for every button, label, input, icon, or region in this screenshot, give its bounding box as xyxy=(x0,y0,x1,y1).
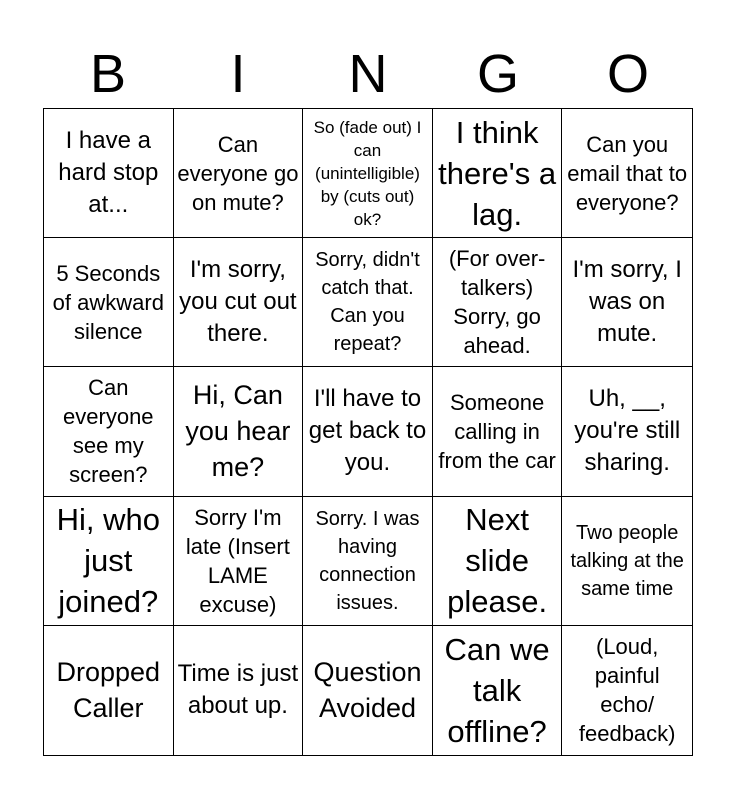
header-letter-n: N xyxy=(348,44,388,104)
cell-text: Sorry I'm late (Insert LAME excuse) xyxy=(185,504,290,617)
bingo-cell[interactable] xyxy=(44,497,174,626)
bingo-cell[interactable] xyxy=(433,109,563,238)
cell-text: Time is just about up. xyxy=(177,660,299,720)
bingo-cell[interactable] xyxy=(44,238,174,367)
bingo-header xyxy=(43,40,693,108)
bingo-cell[interactable] xyxy=(433,367,563,496)
cell-text: Sorry, didn't catch that. Can you repeat? xyxy=(315,249,420,356)
bingo-cell[interactable] xyxy=(562,497,692,626)
cell-text: (For over-talkers) Sorry, go ahead. xyxy=(448,246,546,359)
bingo-cell[interactable] xyxy=(303,367,433,496)
cell-text: Can everyone see my screen? xyxy=(63,375,154,488)
cell-text: Can everyone go on mute? xyxy=(177,131,299,215)
cell-text: Can you email that to everyone? xyxy=(567,131,688,215)
bingo-cell[interactable] xyxy=(303,497,433,626)
bingo-cell[interactable] xyxy=(174,109,304,238)
bingo-cell[interactable] xyxy=(44,367,174,496)
cell-text: Someone calling in from the car xyxy=(438,389,556,473)
bingo-cell[interactable] xyxy=(44,109,174,238)
bingo-cell[interactable] xyxy=(174,238,304,367)
cell-text: Hi, Can you hear me? xyxy=(185,380,291,483)
header-letter-b: B xyxy=(89,44,127,104)
bingo-cell[interactable] xyxy=(174,497,304,626)
bingo-cell[interactable] xyxy=(433,626,563,755)
cell-text: Uh, __, you're still sharing. xyxy=(574,385,681,477)
cell-text: So (fade out) I can (unintelligible) by (cuts out) ok? xyxy=(313,117,422,229)
cell-text: Can we talk offline? xyxy=(444,631,550,749)
header-letter-g: G xyxy=(476,44,519,104)
cell-text: I'll have to get back to you. xyxy=(308,385,427,477)
bingo-cell[interactable] xyxy=(562,626,692,755)
bingo-cell[interactable] xyxy=(562,109,692,238)
bingo-cell[interactable] xyxy=(174,626,304,755)
bingo-cell[interactable] xyxy=(562,238,692,367)
cell-text: Question Avoided xyxy=(313,657,422,724)
header-letter-i: I xyxy=(230,44,246,104)
header-letter-o: O xyxy=(606,44,649,104)
cell-text: I think there's a lag. xyxy=(438,114,557,232)
cell-text: 5 Seconds of awkward silence xyxy=(52,260,164,344)
cell-text: (Loud, painful echo/ feedback) xyxy=(578,634,676,747)
cell-text: Two people talking at the same time xyxy=(570,521,684,600)
cell-text: I'm sorry, I was on mute. xyxy=(572,256,682,348)
bingo-cell[interactable] xyxy=(303,109,433,238)
bingo-cell[interactable] xyxy=(174,367,304,496)
bingo-cell[interactable] xyxy=(433,497,563,626)
cell-text: Next slide please. xyxy=(447,502,548,620)
bingo-cell[interactable] xyxy=(303,238,433,367)
bingo-cell[interactable] xyxy=(44,626,174,755)
bingo-cell[interactable] xyxy=(303,626,433,755)
cell-text: Hi, who just joined? xyxy=(56,502,160,620)
cell-text: Dropped Caller xyxy=(56,657,161,724)
bingo-cell[interactable] xyxy=(433,238,563,367)
cell-text: I have a hard stop at... xyxy=(58,127,159,219)
bingo-board xyxy=(43,108,693,756)
bingo-cell[interactable] xyxy=(562,367,692,496)
cell-text: Sorry. I was having connection issues. xyxy=(315,507,420,614)
cell-text: I'm sorry, you cut out there. xyxy=(179,256,297,348)
